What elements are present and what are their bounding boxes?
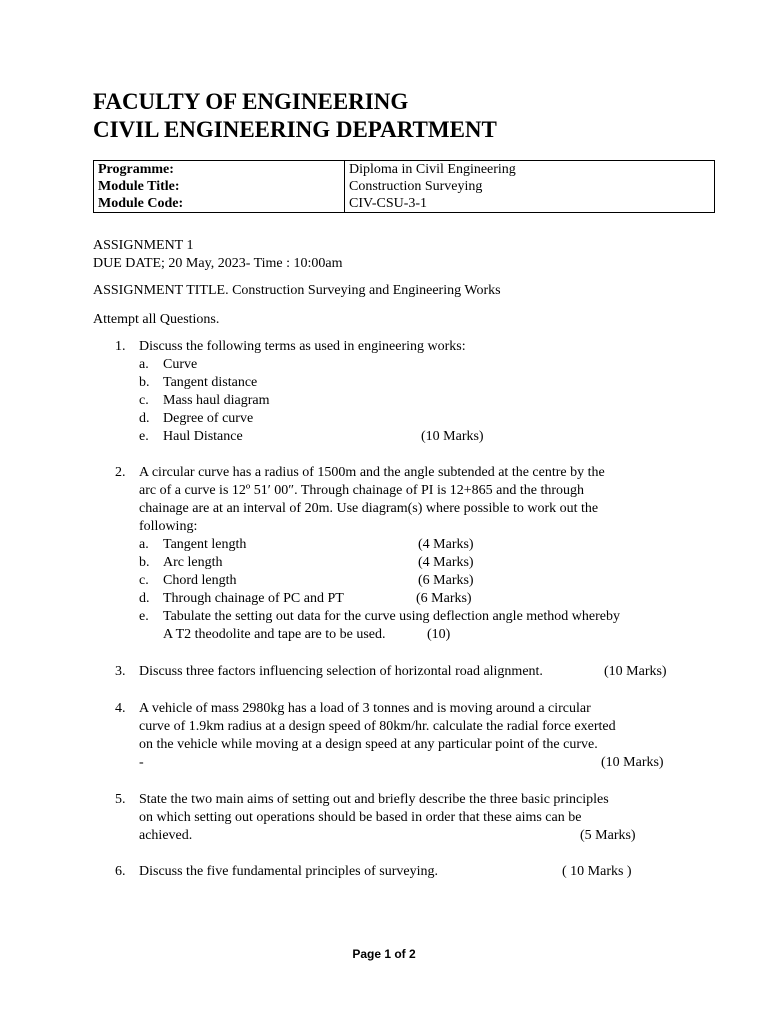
department-title: CIVIL ENGINEERING DEPARTMENT: [93, 117, 497, 142]
question-text: Discuss the five fundamental principles of surveying.: [139, 864, 438, 879]
marks: (5 Marks): [580, 828, 636, 843]
question-text-line: chainage are at an interval of 20m. Use diagram(s) where possible to work out the: [139, 501, 599, 516]
instruction: Attempt all Questions.: [93, 312, 220, 327]
marks: (4 Marks): [418, 555, 474, 570]
list-item: c. Chord length (6 Marks): [139, 573, 474, 588]
question-text-line: on the vehicle while moving at a design speed at any particular point of the curve.: [139, 737, 598, 752]
list-item: e. Tabulate the setting out data for the curve using deflection angle method whereby: [139, 609, 620, 624]
assignment-title: ASSIGNMENT TITLE. Construction Surveying and Engineering Works: [93, 283, 501, 298]
marks: (10 Marks): [604, 664, 667, 679]
module-code-label: Module Code:: [98, 196, 184, 211]
question-number: 6.: [115, 864, 126, 879]
info-labels-cell: [94, 161, 345, 213]
list-item: b. Arc length (4 Marks): [139, 555, 474, 570]
list-item: c. Mass haul diagram: [139, 393, 270, 408]
due-date: DUE DATE; 20 May, 2023- Time : 10:00am: [93, 256, 343, 271]
question-4: [115, 700, 675, 772]
question-3: [115, 663, 675, 681]
question-text-line: arc of a curve is 12º 51′ 00″. Through chainage of PI is 12+865 and the through: [139, 483, 585, 498]
question-text-line: following:: [139, 519, 198, 534]
question-1: [115, 338, 675, 446]
question-text-line: A circular curve has a radius of 1500m and the angle subtended at the centre by the: [139, 465, 605, 480]
marks: (10 Marks): [601, 755, 664, 770]
question-6: [115, 863, 675, 881]
marks: (6 Marks): [418, 573, 474, 588]
marks: ( 10 Marks ): [562, 864, 632, 879]
question-number: 3.: [115, 664, 126, 679]
question-5: [115, 791, 675, 845]
list-item: d. Through chainage of PC and PT (6 Marks): [139, 591, 472, 606]
question-text-line: achieved.: [139, 828, 193, 843]
marks: (4 Marks): [418, 537, 474, 552]
assignment-number: ASSIGNMENT 1: [93, 238, 194, 253]
module-title-label: Module Title:: [98, 179, 180, 194]
question-number: 5.: [115, 792, 126, 807]
programme-value: Diploma in Civil Engineering: [349, 162, 516, 177]
question-number: 1.: [115, 339, 126, 354]
question-text-line: State the two main aims of setting out and briefly describe the three basic principles: [139, 792, 609, 807]
module-code-value: CIV-CSU-3-1: [349, 196, 428, 211]
marks: (10 Marks): [421, 429, 484, 444]
question-text-line: curve of 1.9km radius at a design speed of 80km/hr. calculate the radial force exerted: [139, 719, 616, 734]
page-number: Page 1 of 2: [352, 947, 416, 961]
list-item-continuation: A T2 theodolite and tape are to be used. (10): [163, 627, 451, 642]
marks: (10): [427, 627, 451, 642]
list-item: e. Haul Distance (10 Marks): [139, 429, 484, 444]
info-values-cell: [345, 161, 715, 213]
question-text: Discuss three factors influencing selection of horizontal road alignment.: [139, 664, 543, 679]
module-info-table: [93, 160, 715, 213]
marks: (6 Marks): [416, 591, 472, 606]
faculty-title: FACULTY OF ENGINEERING: [93, 89, 409, 114]
question-text: Discuss the following terms as used in engineering works:: [139, 339, 466, 354]
programme-label: Programme:: [98, 162, 174, 177]
module-title-value: Construction Surveying: [349, 179, 483, 194]
question-text-line: on which setting out operations should be based in order that these aims can be: [139, 810, 582, 825]
question-number: 2.: [115, 465, 126, 480]
question-text-line: A vehicle of mass 2980kg has a load of 3 tonnes and is moving around a circular: [139, 701, 591, 716]
list-item: a. Curve: [139, 357, 198, 372]
question-2: [115, 464, 675, 644]
list-item: b. Tangent distance: [139, 375, 258, 390]
page-heading: [93, 88, 497, 144]
list-item: a. Tangent length (4 Marks): [139, 537, 474, 552]
dash: -: [139, 755, 144, 770]
list-item: d. Degree of curve: [139, 411, 254, 426]
question-number: 4.: [115, 701, 126, 716]
